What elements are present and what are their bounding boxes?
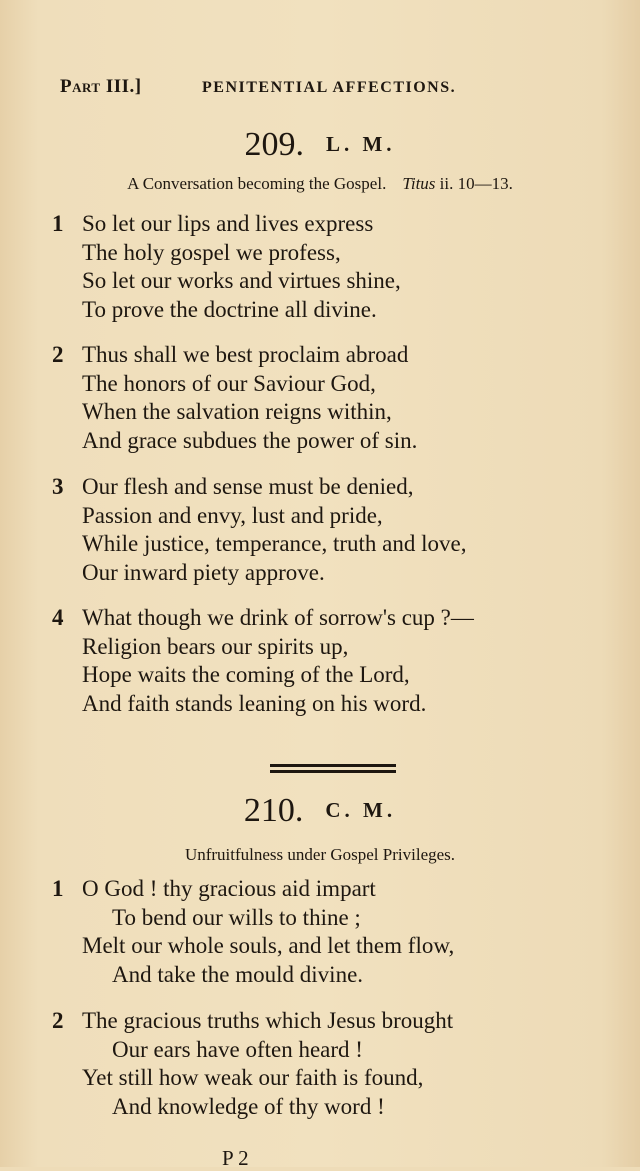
section-divider [270, 764, 396, 776]
verse-line: When the salvation reigns within, [82, 399, 392, 424]
verse-line: The holy gospel we profess, [82, 239, 341, 265]
verse-line: And faith stands leaning on his word. [82, 690, 427, 716]
verse-line: Our flesh and sense must be denied, [82, 474, 414, 499]
stanza-number: 4 [52, 605, 64, 630]
signature-mark: P 2 [222, 1146, 249, 1170]
hymn-number: 209. [244, 126, 304, 163]
verse-line: So let our works and virtues shine, [82, 268, 401, 293]
stanza [52, 875, 612, 989]
stanza-number: 1 [52, 211, 64, 236]
hymn-meter: L. M. [325, 132, 396, 156]
hymn-meter: C. M. [325, 798, 397, 822]
stanza [52, 210, 612, 324]
scripture-book: Titus [402, 174, 436, 193]
verse-line: Religion bears our spirits up, [82, 633, 349, 659]
hymn-subtitle: Unfruitfulness under Gospel Privileges. [184, 845, 456, 864]
hymn-210-heading [0, 792, 640, 830]
stanza [52, 604, 612, 718]
header-part: Part III.] [60, 76, 142, 97]
verse-line: And grace subdues the power of sin. [82, 427, 418, 453]
hymn-209-subtitle [0, 174, 640, 194]
hymn-number: 210. [243, 792, 304, 829]
verse-line: And take the mould divine. [112, 961, 364, 987]
stanza [52, 1007, 612, 1121]
verse-line: O God ! thy gracious aid impart [82, 876, 376, 901]
verse-line: Melt our whole souls, and let them flow, [82, 933, 455, 958]
verse-line: To bend our wills to thine ; [112, 904, 361, 930]
verse-line: So let our lips and lives express [82, 211, 374, 236]
verse-line: Hope waits the coming of the Lord, [82, 662, 410, 687]
stanza-number: 3 [52, 474, 64, 499]
hymn-210-subtitle [0, 845, 640, 865]
hymn-subtitle: A Conversation becoming the Gospel. [127, 174, 387, 193]
stanza-number: 2 [52, 342, 64, 367]
header-title: PENITENTIAL AFFECTIONS. [202, 79, 457, 96]
verse-line: The honors of our Saviour God, [82, 370, 376, 396]
stanza-number: 2 [52, 1008, 64, 1033]
running-header [60, 76, 620, 98]
verse-line: Yet still how weak our faith is found, [82, 1065, 424, 1090]
stanza [52, 473, 612, 587]
hymn-209-heading [0, 126, 640, 164]
verse-line: What though we drink of sorrow's cup ?— [82, 605, 474, 630]
stanza-number: 1 [52, 876, 64, 901]
verse-line: Thus shall we best proclaim abroad [82, 342, 409, 367]
verse-line: Our inward piety approve. [82, 559, 325, 585]
verse-line: To prove the doctrine all divine. [82, 296, 377, 322]
verse-line: Passion and envy, lust and pride, [82, 502, 383, 528]
verse-line: Our ears have often heard ! [112, 1036, 363, 1062]
scripture-chapter: ii. 10—13. [439, 174, 513, 193]
verse-line: And knowledge of thy word ! [112, 1093, 385, 1119]
verse-line: While justice, temperance, truth and love, [82, 531, 467, 556]
stanza [52, 341, 612, 455]
verse-line: The gracious truths which Jesus brought [82, 1008, 454, 1033]
